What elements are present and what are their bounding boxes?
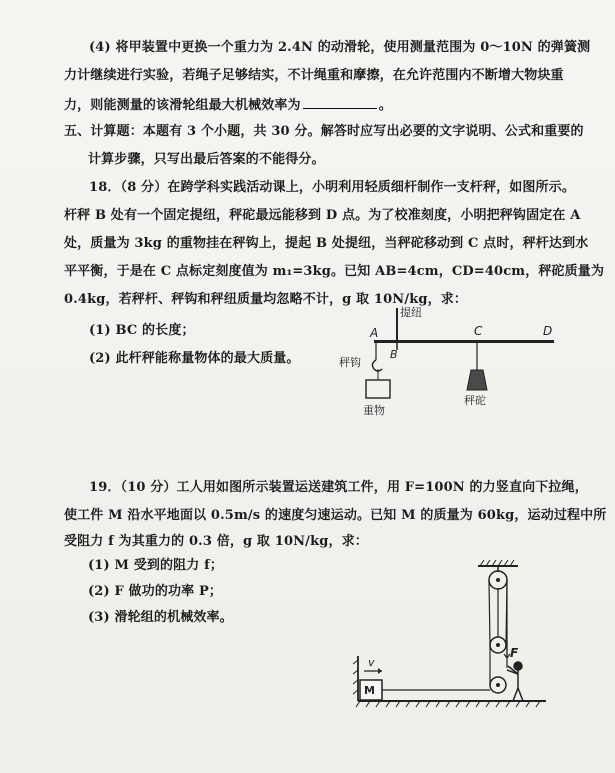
- section5-line-2: 计算步骤，只写出最后答案的不能得分。: [88, 152, 325, 167]
- hook-shape: [372, 360, 382, 371]
- rope-left: [489, 580, 490, 645]
- q18-sub-1: (1) BC 的长度；: [89, 323, 195, 338]
- q4-line-3-end: 。: [378, 98, 392, 113]
- q18-line-1: 18．（8 分）在跨学科实践活动课上，小明利用轻质细杆制作一支杆秤，如图所示。: [89, 180, 576, 195]
- label-C: C: [474, 324, 483, 338]
- bottom-pulley-axle: [496, 683, 500, 687]
- weight-box: [366, 380, 390, 398]
- label-B: B: [390, 348, 398, 361]
- q4-line-3: [64, 95, 392, 115]
- label-v: v: [368, 656, 375, 669]
- q19-sub-1: (1) M 受到的阻力 f；: [88, 558, 224, 573]
- section5-line-1: 五、计算题：本题有 3 个小题，共 30 分。解答时应写出必要的文字说明、公式和重要的: [64, 124, 584, 139]
- show-through-text: [310, 410, 398, 426]
- sliding-weight: [467, 370, 487, 390]
- velocity-arrowhead: [378, 668, 382, 674]
- q18-sub-2: (2) 此杆秤能称量物体的最大质量。: [89, 351, 300, 366]
- label-hook: 秤钩: [339, 356, 361, 369]
- label-M: M: [364, 684, 375, 697]
- upper-pulley-axle: [496, 578, 500, 582]
- q4-line-1: (4) 将甲装置中更换一个重力为 2.4N 的动滑轮，使用测量范围为 0～10N 的弹簧测: [89, 40, 591, 55]
- label-F: F: [510, 646, 519, 660]
- q18-steelyard-figure: [338, 300, 570, 420]
- q18-line-3: 处，质量为 3kg 的重物挂在秤钩上，提起 B 处提纽，当秤砣移动到 C 点时，秤杆达到水: [64, 236, 589, 251]
- label-A: A: [370, 326, 379, 340]
- q19-pulley-figure: [350, 560, 550, 710]
- q19-line-3: 受阻力 f 为其重力的 0.3 倍，g 取 10N/kg，求：: [64, 534, 368, 549]
- label-sliding-weight: 秤砣: [464, 394, 486, 407]
- q19-line-1: 19．（10 分）工人用如图所示装置运送建筑工件，用 F=100N 的力竖直向下拉绳，: [89, 480, 588, 495]
- label-weight: 重物: [363, 404, 385, 417]
- q19-line-2: 使工件 M 沿水平地面以 0.5m/s 的速度匀速运动。已知 M 的质量为 60kg，运动过程中所: [64, 508, 607, 523]
- q4-line-3-text: 力，则能测量的该滑轮组最大机械效率为: [64, 98, 301, 113]
- q4-line-2: 力计继续进行实验，若绳子足够结实，不计绳重和摩擦，在允许范围内不断增大物块重: [64, 68, 564, 83]
- middle-pulley-axle: [496, 643, 500, 647]
- q19-sub-2: (2) F 做功的功率 P；: [88, 584, 223, 599]
- q4-answer-blank[interactable]: [303, 95, 377, 109]
- q18-line-4: 平平衡，于是在 C 点标定刻度值为 m₁=3kg。已知 AB=4cm，CD=40cm，秤砣质量为: [64, 264, 605, 279]
- q18-line-2: 杆秤 B 处有一个固定提纽，秤砣最远能移到 D 点。为了校准刻度，小明把秤钩固定在 A: [64, 208, 581, 223]
- steelyard-beam: [374, 340, 554, 343]
- label-D: D: [543, 324, 553, 338]
- q19-sub-3: (3) 滑轮组的机械效率。: [88, 610, 233, 625]
- worker-figure: [507, 662, 523, 701]
- label-tizhou: 提纽: [400, 306, 422, 319]
- q18-line-5: 0.4kg，若秤杆、秤钩和秤纽质量均忽略不计，g 取 10N/kg，求：: [64, 292, 468, 307]
